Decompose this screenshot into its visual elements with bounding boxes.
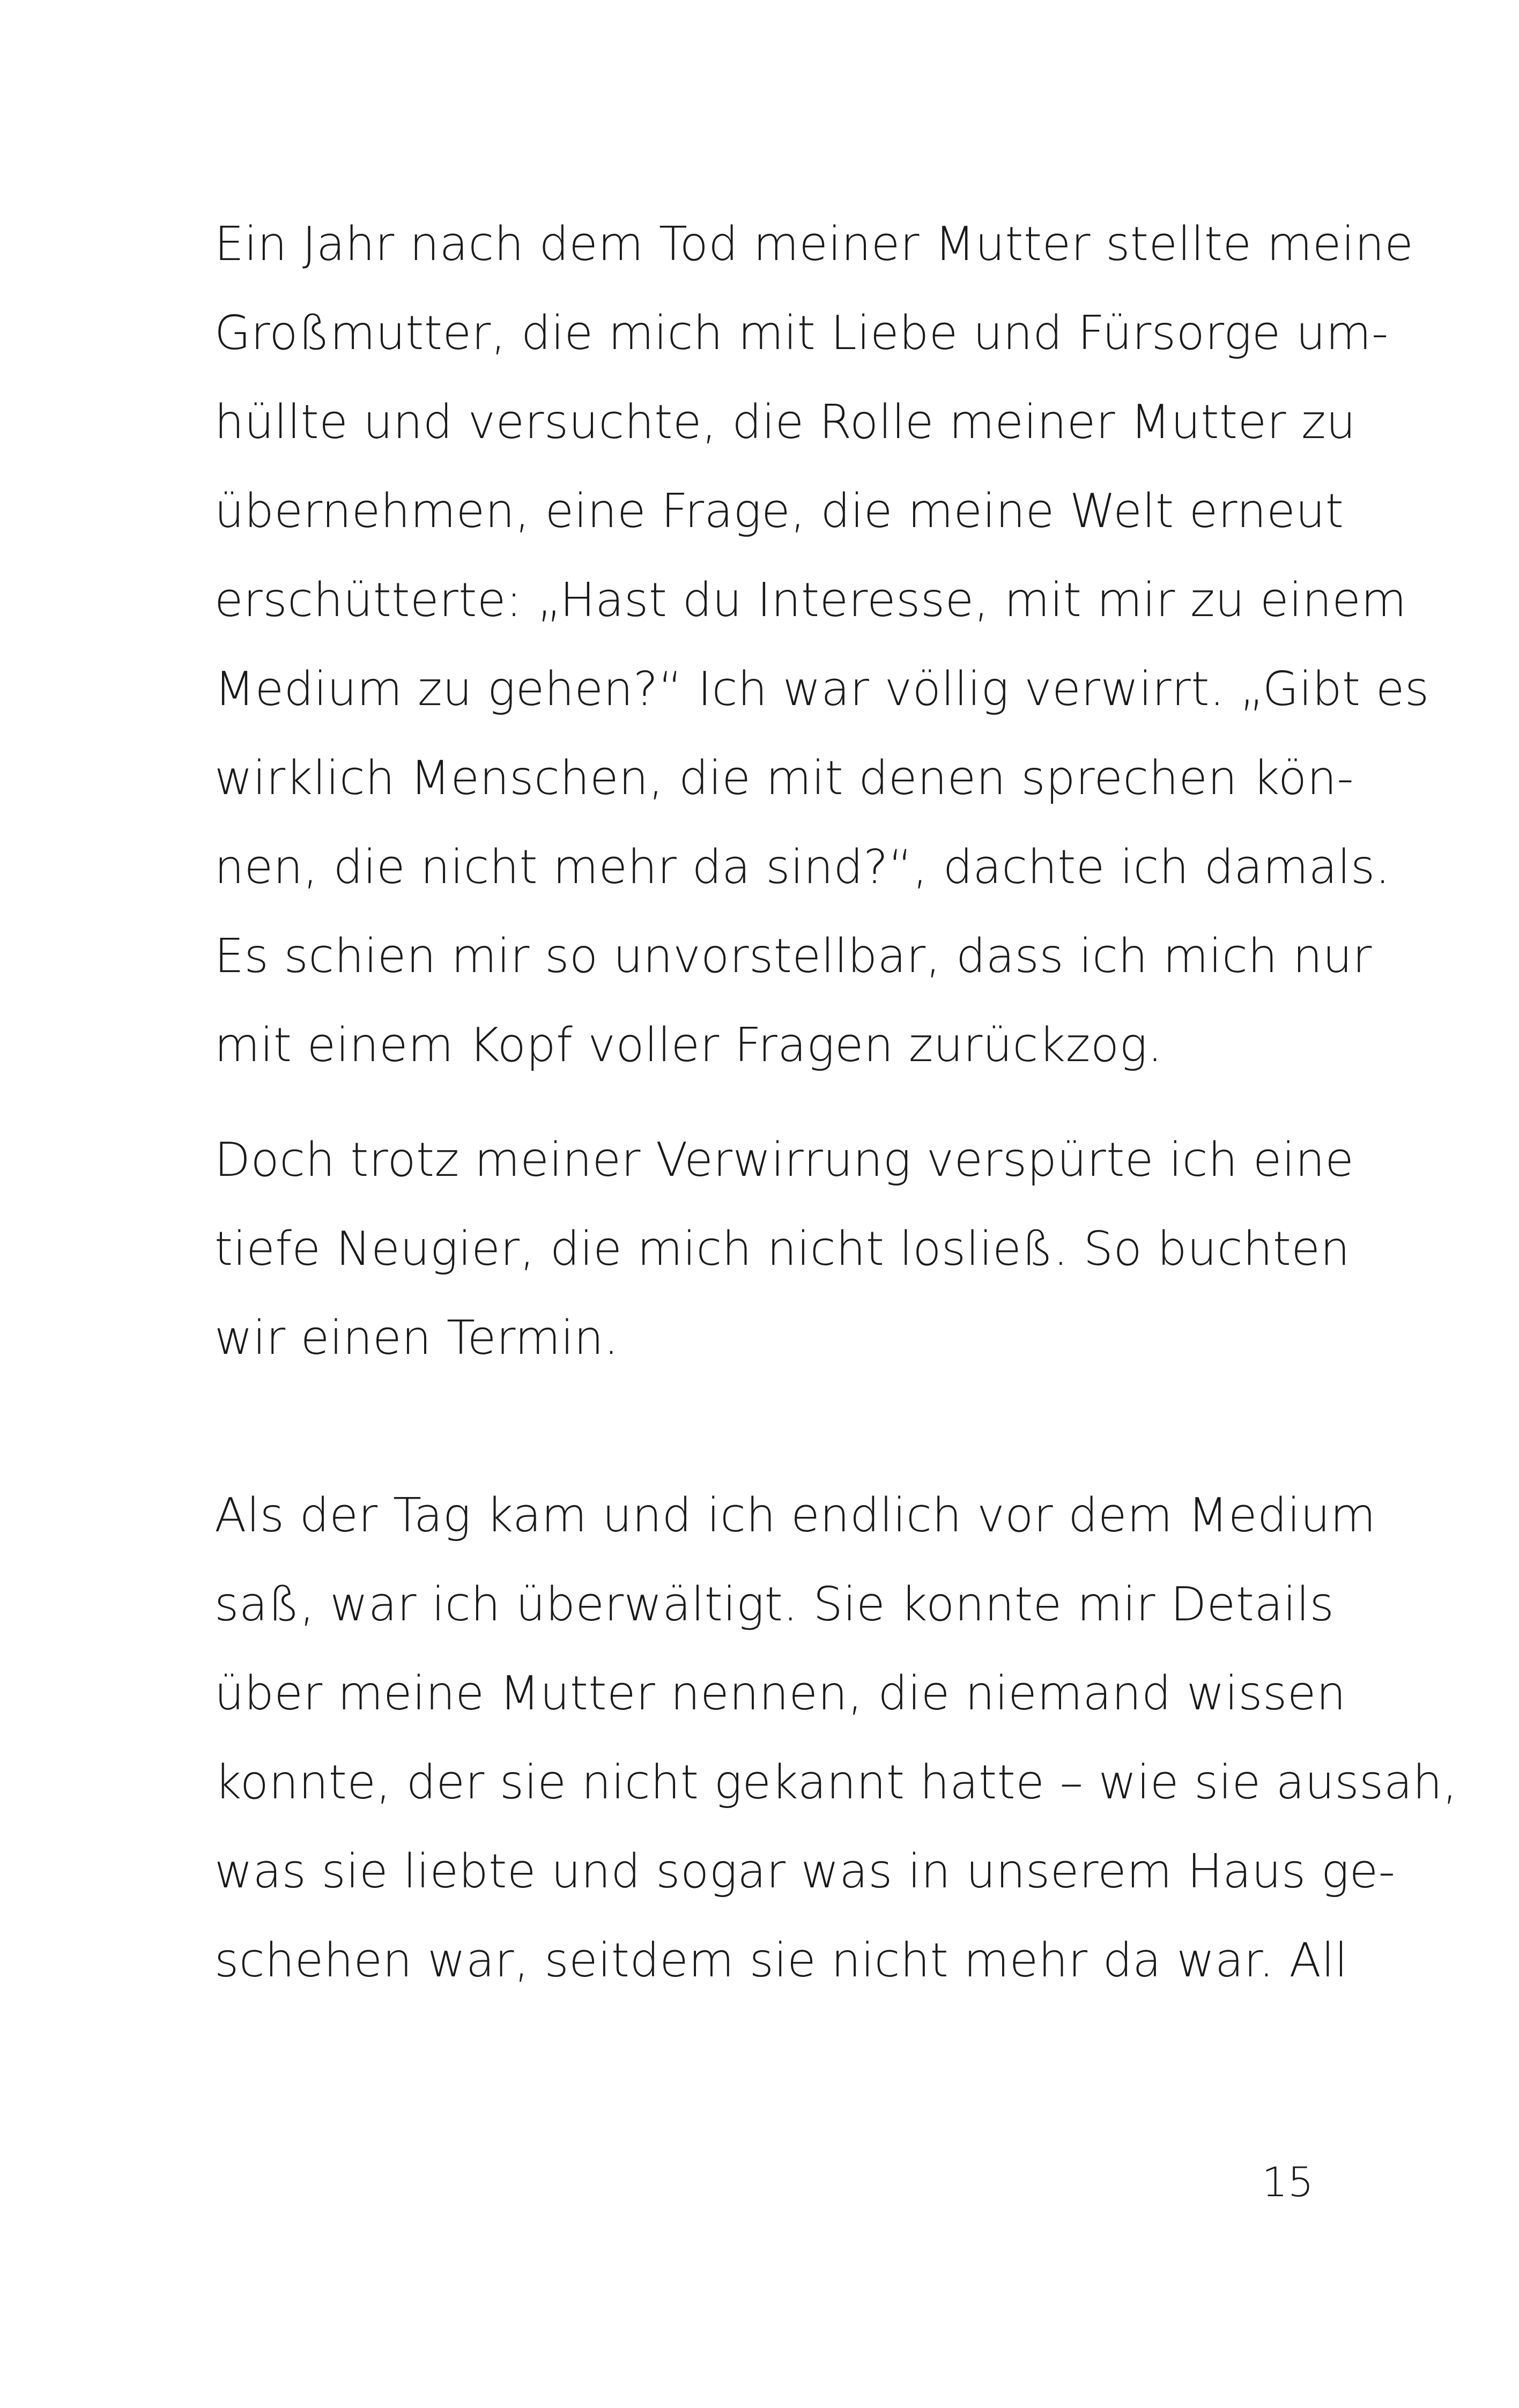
text-line: saß, war ich überwältigt. Sie konnte mir Details	[214, 1577, 1335, 1632]
text-line: Es schien mir so unvorstellbar, dass ich mich nur	[214, 929, 1372, 983]
text-line: über meine Mutter nennen, die niemand wissen	[214, 1666, 1346, 1721]
text-line: schehen war, seitdem sie nicht mehr da war. All	[214, 1933, 1348, 1988]
text-line: übernehmen, eine Frage, die meine Welt erneut	[214, 484, 1344, 538]
text-line: Doch trotz meiner Verwirrung verspürte ich eine	[214, 1132, 1354, 1187]
text-line: Medium zu gehen?“ Ich war völlig verwirrt. „Gibt es	[214, 662, 1429, 716]
text-line: erschütterte: „Hast du Interesse, mit mir zu einem	[214, 573, 1407, 627]
text-line: wir einen Termin.	[214, 1310, 619, 1365]
page-number: 15	[1262, 2158, 1314, 2206]
text-line: was sie liebte und sogar was in unserem Haus ge-	[214, 1844, 1396, 1899]
text-line: Ein Jahr nach dem Tod meiner Mutter stellte meine	[214, 217, 1414, 271]
text-line: wirklich Menschen, die mit denen sprechen kön-	[214, 751, 1354, 805]
text-line: tiefe Neugier, die mich nicht losließ. So buchten	[214, 1221, 1350, 1276]
text-line: Großmutter, die mich mit Liebe und Fürsorge um-	[214, 306, 1389, 360]
paragraph-3	[214, 1471, 1458, 2005]
paragraph-2	[214, 1115, 1354, 1382]
text-line: nen, die nicht mehr da sind?“, dachte ich damals.	[214, 840, 1391, 894]
paragraph-1	[214, 199, 1429, 1090]
text-line: Als der Tag kam und ich endlich vor dem Medium	[214, 1488, 1376, 1543]
text-line: mit einem Kopf voller Fragen zurückzog.	[214, 1018, 1163, 1072]
text-line: konnte, der sie nicht gekannt hatte – wie sie aussah,	[214, 1755, 1458, 1810]
text-line: hüllte und versuchte, die Rolle meiner Mutter zu	[214, 395, 1356, 449]
